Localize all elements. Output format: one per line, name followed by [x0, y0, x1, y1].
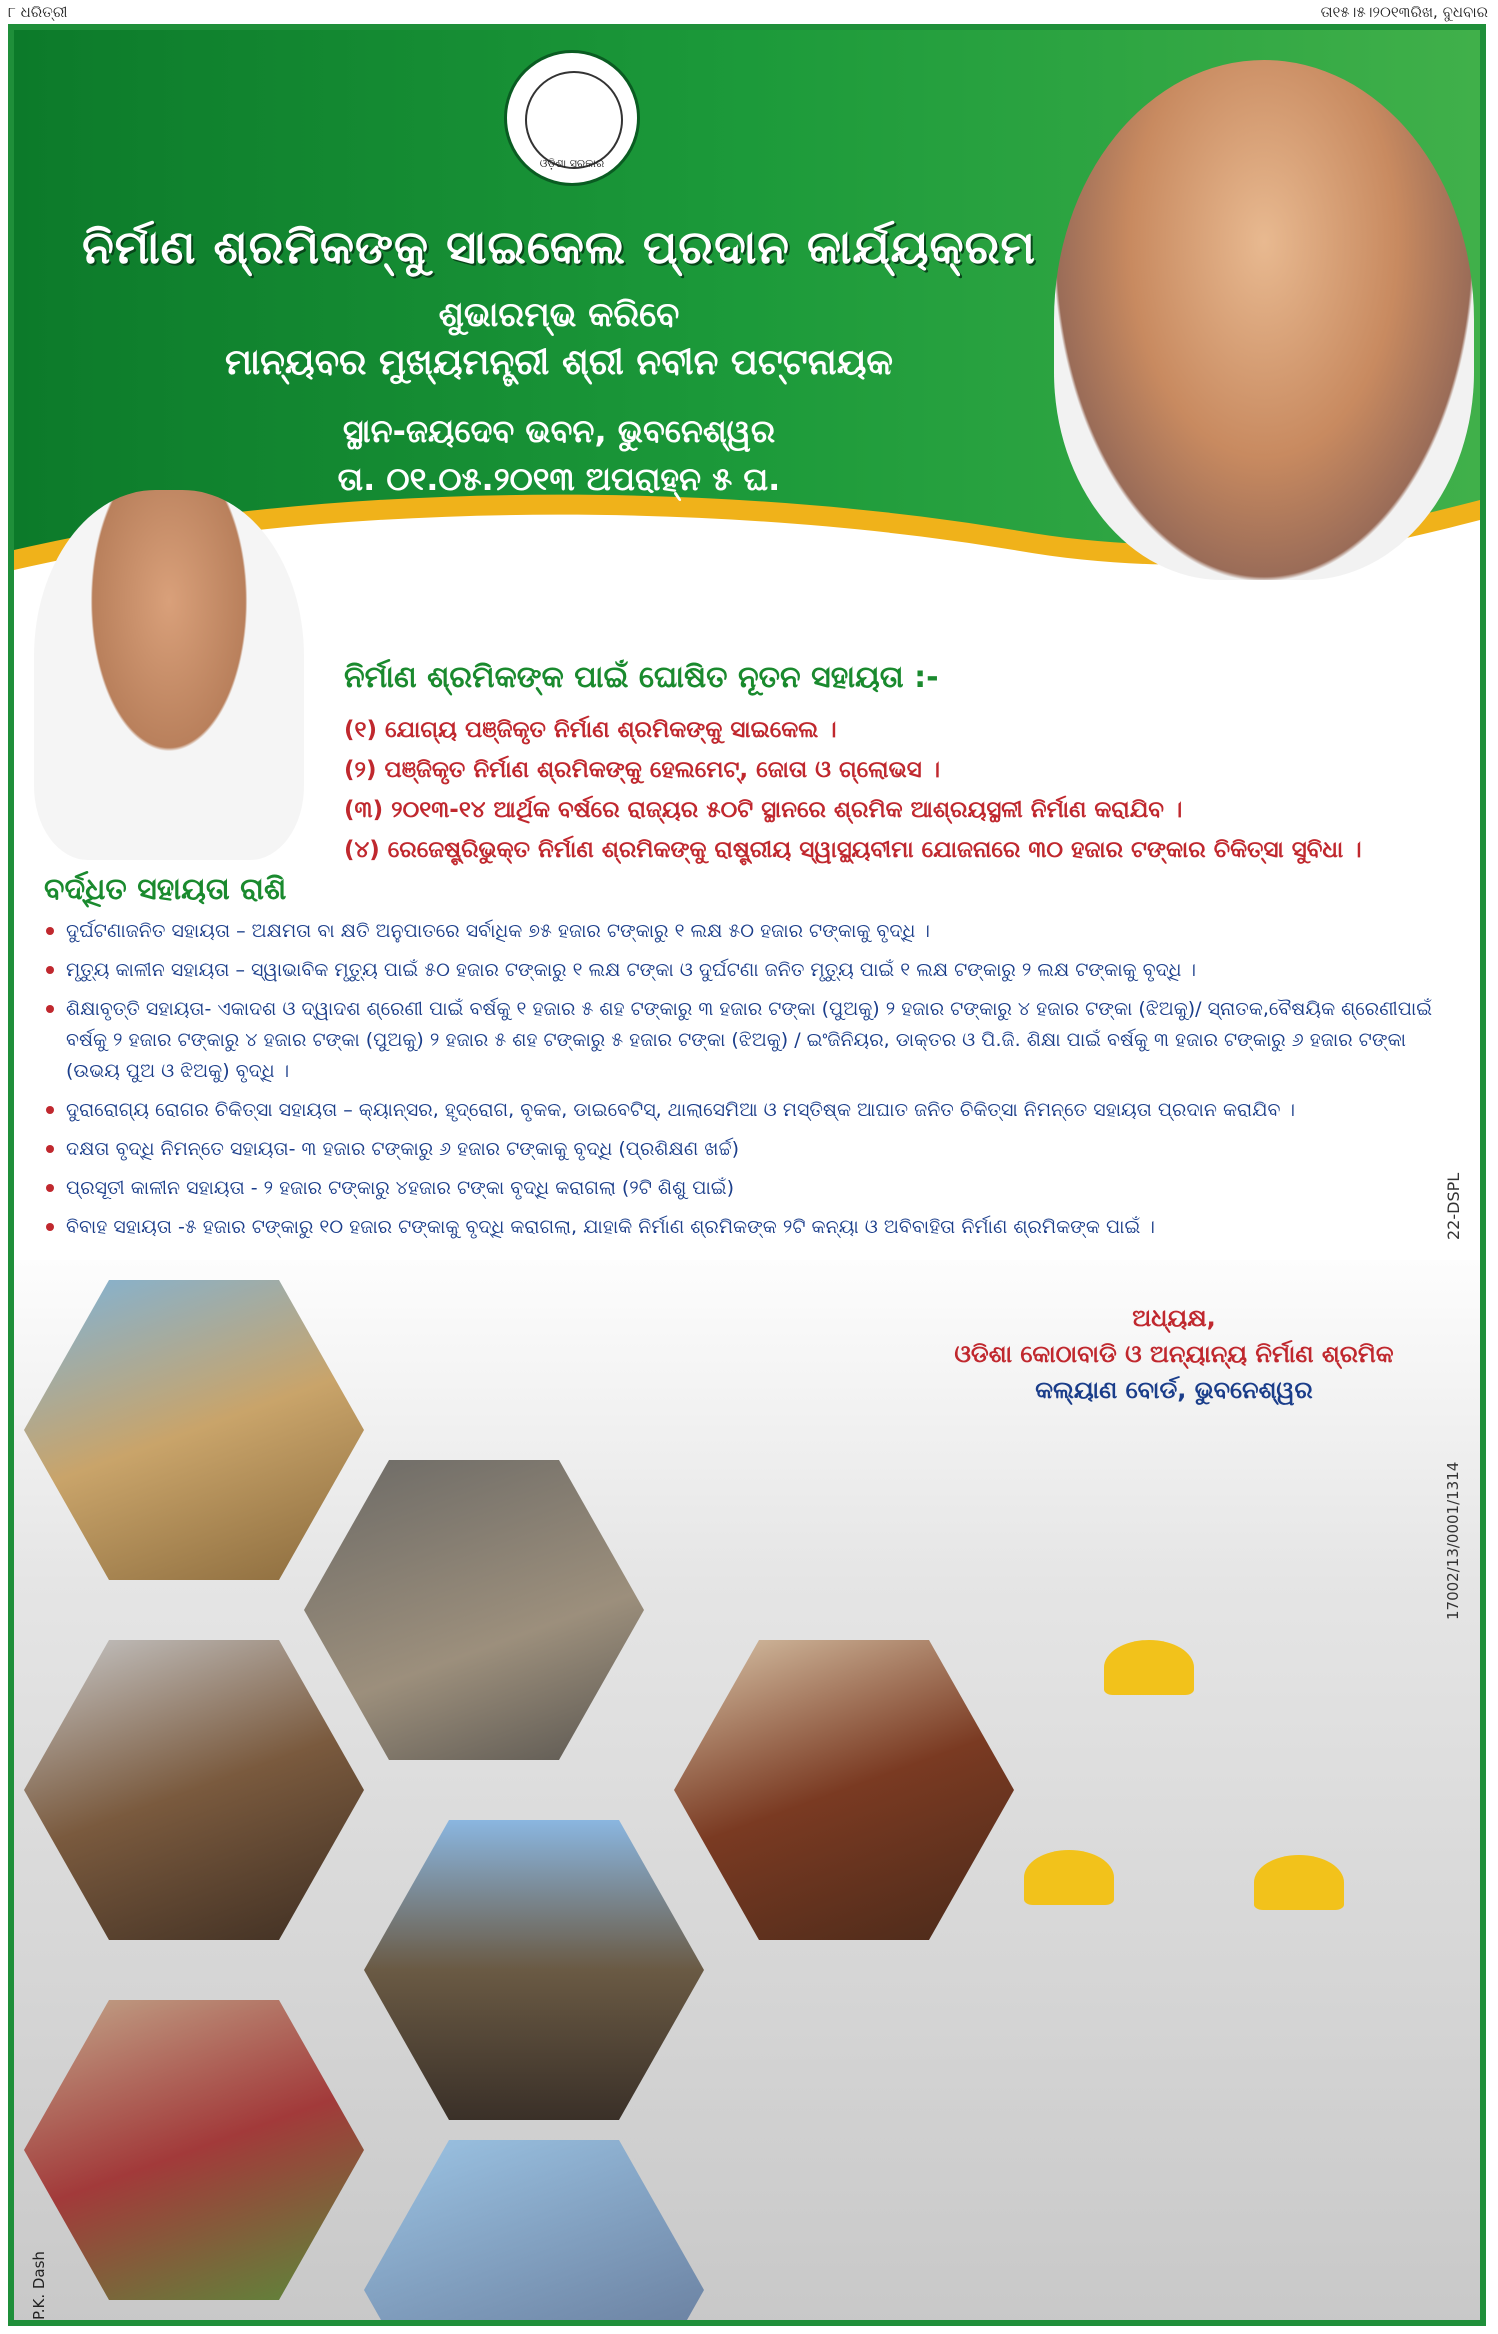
- date-label: ତା୧୫।୫।୨୦୧୩ରିଖ, ବୁଧବାର: [1320, 3, 1488, 21]
- issuer-block: [894, 1300, 1454, 1408]
- issuer-title: ଅଧ୍ୟକ୍ଷ,: [1132, 1304, 1216, 1332]
- helmet-icon: [1254, 1855, 1344, 1910]
- enhanced-assistance-heading: ବର୍ଦ୍ଧିତ ସହାୟତା ରାଶି: [44, 872, 287, 907]
- photo-hexagon: [364, 2140, 704, 2326]
- issuer-board-name: ଓଡିଶା କୋଠାବାଡି ଓ ଅନ୍ୟାନ୍ୟ ନିର୍ମାଣ ଶ୍ରମିକ: [954, 1340, 1394, 1368]
- photo-hexagon: [364, 1820, 704, 2120]
- list-item: (୩) ୨୦୧୩-୧୪ ଆର୍ଥିକ ବର୍ଷରେ ରାଜ୍ୟର ୫୦ଟି ସ୍ଥାନରେ ଶ୍ରମିକ ଆଶ୍ରୟସ୍ଥଳୀ ନିର୍ମାଣ କରାଯିବ ।: [344, 797, 1183, 823]
- event-title: ନିର୍ମାଣ ଶ୍ରମିକଙ୍କୁ ସାଇକେଲ ପ୍ରଦାନ କାର୍ଯ୍ୟକ୍ରମ: [82, 220, 1036, 274]
- list-item: ପ୍ରସୂତୀ କାଳୀନ ସହାୟତା - ୨ ହଜାର ଟଙ୍କାରୁ ୪ହଜାର ଟଙ୍କା ବୃଦ୍ଧି କରାଗଲା (୨ଟି ଶିଶୁ ପାଇଁ): [44, 1173, 1454, 1204]
- advertisement: [8, 24, 1486, 2326]
- list-item: ଦକ୍ଷତା ବୃଦ୍ଧି ନିମନ୍ତେ ସହାୟତା- ୩ ହଜାର ଟଙ୍କାରୁ ୬ ହଜାର ଟଙ୍କାକୁ ବୃଦ୍ଧି (ପ୍ରଶିକ୍ଷଣ ଖର୍ଚ୍ଚ): [44, 1134, 1454, 1165]
- new-assistance-heading: ନିର୍ମାଣ ଶ୍ରମିକଙ୍କ ପାଇଁ ଘୋଷିତ ନୂତନ ସହାୟତା :-: [344, 660, 939, 695]
- reference-code: 17002/13/0001/1314: [1444, 1461, 1462, 1620]
- list-item: ଶିକ୍ଷାବୃତ୍ତି ସହାୟତା- ଏକାଦଶ ଓ ଦ୍ୱାଦଶ ଶ୍ରେଣୀ ପାଇଁ ବର୍ଷକୁ ୧ ହଜାର ୫ ଶହ ଟଙ୍କାରୁ ୩ ହଜାର ଟଙ୍କା (ପୁଅକୁ) ୨ ହଜାର ଟଙ୍କାରୁ ୪ ହଜାର ଟଙ୍କା (ଝିଅକୁ)/ ସ୍ନାତକ,ବୈଷୟିକ ଶ୍ରେଣୀପାଇଁ ବର୍ଷକୁ ୨ ହଜାର ଟଙ୍କାରୁ ୪ ହଜାର ଟଙ୍କା (ପୁଅକୁ) ୨ ହଜାର ୫ ଶହ ଟଙ୍କାରୁ ୫ ହଜାର ଟଙ୍କା (ଝିଅକୁ) / ଇଂଜିନିୟର, ଡାକ୍ତର ଓ ପି.ଜି. ଶିକ୍ଷା ପାଇଁ ବର୍ଷକୁ ୩ ହଜାର ଟଙ୍କାରୁ ୬ ହଜାର ଟଙ୍କା (ଉଭୟ ପୁଅ ଓ ଝିଅକୁ) ବୃଦ୍ଧି ।: [44, 994, 1454, 1087]
- event-venue: ସ୍ଥାନ-ଜୟଦେବ ଭବନ, ଭୁବନେଶ୍ୱର: [342, 412, 776, 450]
- photo-hexagon: [24, 1640, 364, 1940]
- list-item: ବିବାହ ସହାୟତା -୫ ହଜାର ଟଙ୍କାରୁ ୧୦ ହଜାର ଟଙ୍କାକୁ ବୃଦ୍ଧି କରାଗଲା, ଯାହାକି ନିର୍ମାଣ ଶ୍ରମିକଙ୍କ ୨ଟି କନ୍ୟା ଓ ଅବିବାହିତା ନିର୍ମାଣ ଶ୍ରମିକଙ୍କ ପାଇଁ ।: [44, 1212, 1454, 1243]
- event-subtitle-2: ମାନ୍ୟବର ମୁଖ୍ୟମନ୍ତ୍ରୀ ଶ୍ରୀ ନବୀନ ପଟ୍ଟନାୟକ: [224, 342, 894, 383]
- chief-minister-photo: [1054, 60, 1474, 580]
- helmet-icon: [1024, 1850, 1114, 1905]
- list-item: ଦୁରାରୋଗ୍ୟ ରୋଗର ଚିକିତ୍ସା ସହାୟତା – କ୍ୟାନ୍ସର, ହୃଦ୍‌ରୋଗ, ବୃକକ, ଡାଇବେଟିସ୍, ଥାଲାସେମିଆ ଓ ମସ୍ତିଷ୍କ ଆଘାତ ଜନିତ ଚିକିତ୍ସା ନିମନ୍ତେ ସହାୟତା ପ୍ରଦାନ କରାଯିବ ।: [44, 1095, 1454, 1126]
- photo-hexagon: [304, 1460, 644, 1760]
- event-datetime: ତା. ୦୧.୦୫.୨୦୧୩ ଅପରାହ୍ନ ୫ ଘ.: [337, 460, 781, 498]
- list-item: (୪) ରେଜେଷ୍ଟ୍ରିଭୁକ୍ତ ନିର୍ମାଣ ଶ୍ରମିକଙ୍କୁ ରାଷ୍ଟ୍ରୀୟ ସ୍ୱାସ୍ଥ୍ୟବୀମା ଯୋଜନାରେ ୩୦ ହଜାର ଟଙ୍କାର ଚିକିତ୍ସା ସୁବିଧା ।: [344, 837, 1362, 863]
- photo-hexagon: [24, 1280, 364, 1580]
- minister-photo: [34, 490, 304, 860]
- dspl-code: 22-DSPL: [1444, 1172, 1463, 1240]
- odisha-emblem: [504, 50, 640, 186]
- photo-hexagon: [674, 1640, 1014, 1940]
- worker-photo-collage: [14, 1260, 1480, 2326]
- event-subtitle-1: ଶୁଭାରମ୍ଭ କରିବେ: [438, 295, 680, 335]
- photo-hexagon: [24, 2000, 364, 2300]
- page-label: ୮ ଧରିତ୍ରୀ: [8, 3, 68, 21]
- photo-credit: P.K. Dash: [30, 2251, 48, 2320]
- new-assistance-list: [344, 710, 1464, 870]
- enhanced-assistance-list: [44, 916, 1454, 1251]
- emblem-seal-icon: [525, 71, 623, 169]
- list-item: ମୃତ୍ୟୁ କାଳୀନ ସହାୟତା – ସ୍ୱାଭାବିକ ମୃତ୍ୟୁ ପାଇଁ ୫୦ ହଜାର ଟଙ୍କାରୁ ୧ ଲକ୍ଷ ଟଙ୍କା ଓ ଦୁର୍ଘଟଣା ଜନିତ ମୃତ୍ୟୁ ପାଇଁ ୧ ଲକ୍ଷ ଟଙ୍କାରୁ ୨ ଲକ୍ଷ ଟଙ୍କାକୁ ବୃଦ୍ଧି ।: [44, 955, 1454, 986]
- emblem-caption: ଓଡ଼ିଶା ସରକାର: [539, 157, 605, 170]
- list-item: (୧) ଯୋଗ୍ୟ ପଞ୍ଜିକୃତ ନିର୍ମାଣ ଶ୍ରମିକଙ୍କୁ ସାଇକେଲ ।: [344, 717, 837, 743]
- list-item: (୨) ପଞ୍ଜିକୃତ ନିର୍ମାଣ ଶ୍ରମିକଙ୍କୁ ହେଲମେଟ୍, ଜୋତା ଓ ଗ୍ଲୋଭସ ।: [344, 757, 941, 783]
- newspaper-top-line: [0, 0, 1498, 24]
- issuer-board-location: କଲ୍ୟାଣ ବୋର୍ଡ, ଭୁବନେଶ୍ୱର: [1035, 1376, 1313, 1404]
- helmet-icon: [1104, 1640, 1194, 1695]
- list-item: ଦୁର୍ଘଟଣାଜନିତ ସହାୟତା – ଅକ୍ଷମତା ବା କ୍ଷତି ଅନୁପାତରେ ସର୍ବାଧିକ ୭୫ ହଜାର ଟଙ୍କାରୁ ୧ ଲକ୍ଷ ୫୦ ହଜାର ଟଙ୍କାକୁ ବୃଦ୍ଧି ।: [44, 916, 1454, 947]
